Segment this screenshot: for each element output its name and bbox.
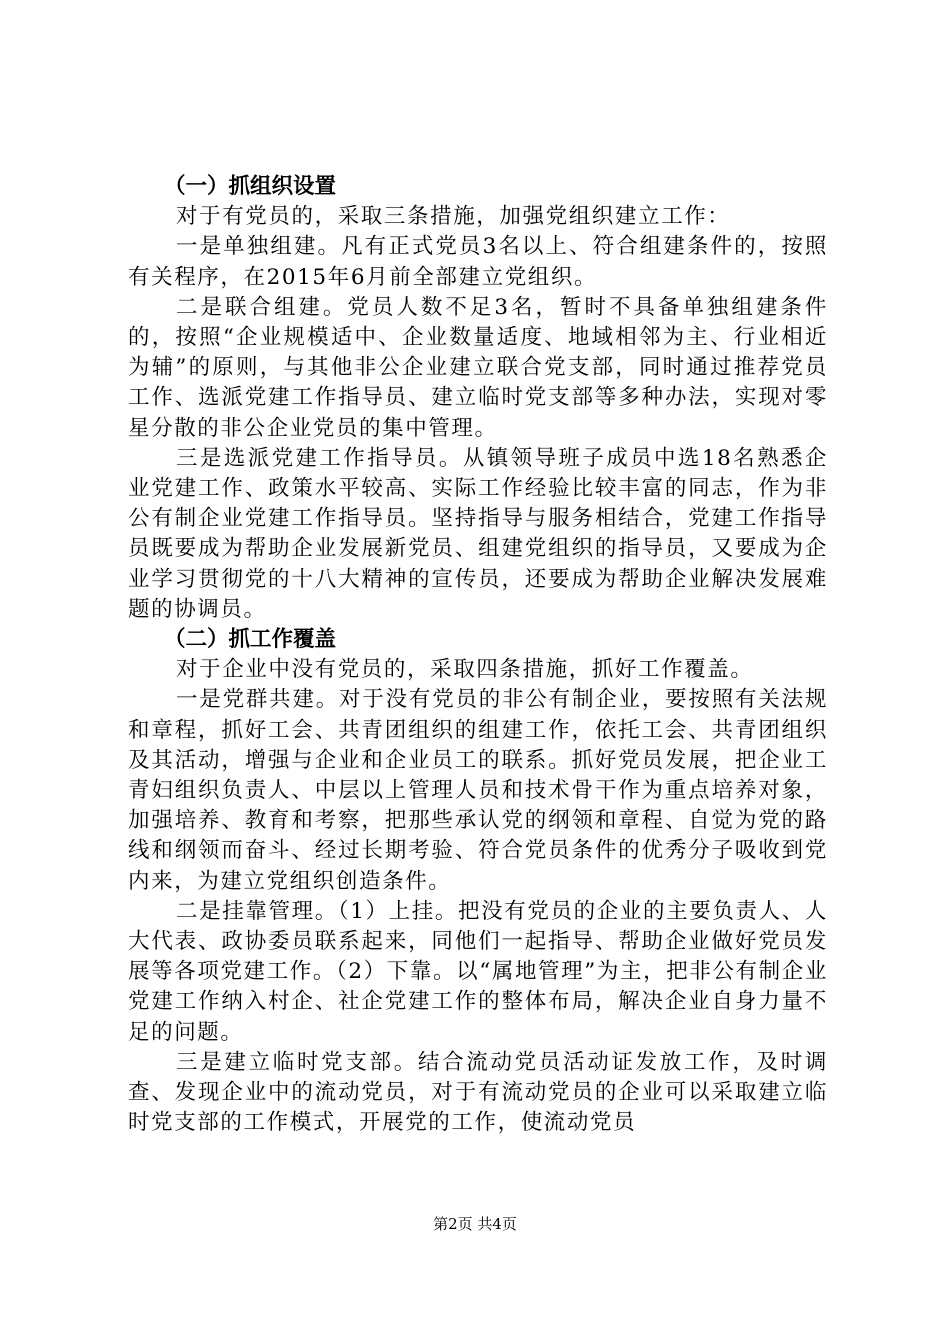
- paragraph: 三是选派党建工作指导员。从镇领导班子成员中选18名熟悉企业党建工作、政策水平较高、实际工作经验比较丰富的同志，作为非公有制企业党建工作指导员。坚持指导与服务相结合，党建工作指导员既要成为帮助企业发展新党员、组建党组织的指导员，又要成为企业学习贯彻党的十八大精神的宣传员，还要成为帮助企业解决发展难题的协调员。: [128, 445, 828, 622]
- paragraph: 对于企业中没有党员的，采取四条措施，抓好工作覆盖。: [176, 657, 754, 683]
- paragraph: 二是联合组建。党员人数不足3名，暂时不具备单独组建条件的，按照“企业规模适中、企业数量适度、地域相邻为主、行业相近为辅”的原则，与其他非公企业建立联合党支部，同时通过推荐党员工作、选派党建工作指导员、建立临时党支部等多种办法，实现对零星分散的非公企业党员的集中管理。: [128, 294, 828, 441]
- paragraph: 二是挂靠管理。（1）上挂。把没有党员的企业的主要负责人、人大代表、政协委员联系起来，同他们一起指导、帮助企业做好党员发展等各项党建工作。（2）下靠。以“属地管理”为主，把非公有制企业党建工作纳入村企、社企党建工作的整体布局，解决企业自身力量不足的问题。: [128, 898, 828, 1045]
- section-heading: （一）抓组织设置: [164, 174, 337, 199]
- page-number: 第2页 共4页: [433, 1215, 517, 1233]
- paragraph: 一是党群共建。对于没有党员的非公有制企业，要按照有关法规和章程，抓好工会、共青团组织的组建工作，依托工会、共青团组织及其活动，增强与企业和企业员工的联系。抓好党员发展，把企业工青妇组织负责人、中层以上管理人员和技术骨干作为重点培养对象，加强培养、教育和考察，把那些承认党的纲领和章程、自觉为党的路线和纲领而奋斗、经过长期考验、符合党员条件的优秀分子吸收到党内来，为建立党组织创造条件。: [128, 687, 828, 894]
- page-footer: [0, 1214, 950, 1234]
- section-organization: [128, 172, 828, 625]
- paragraph: 对于有党员的，采取三条措施，加强党组织建立工作：: [176, 204, 731, 230]
- document-body: [128, 172, 828, 1139]
- section-heading: （二）抓工作覆盖: [164, 627, 337, 653]
- section-work-coverage: [128, 625, 828, 1138]
- paragraph: 三是建立临时党支部。结合流动党员活动证发放工作，及时调查、发现企业中的流动党员，对于有流动党员的企业可以采取建立临时党支部的工作模式，开展党的工作，使流动党员: [128, 1049, 828, 1136]
- paragraph: 一是单独组建。凡有正式党员3名以上、符合组建条件的，按照有关程序，在2015年6月前全部建立党组织。: [128, 234, 828, 290]
